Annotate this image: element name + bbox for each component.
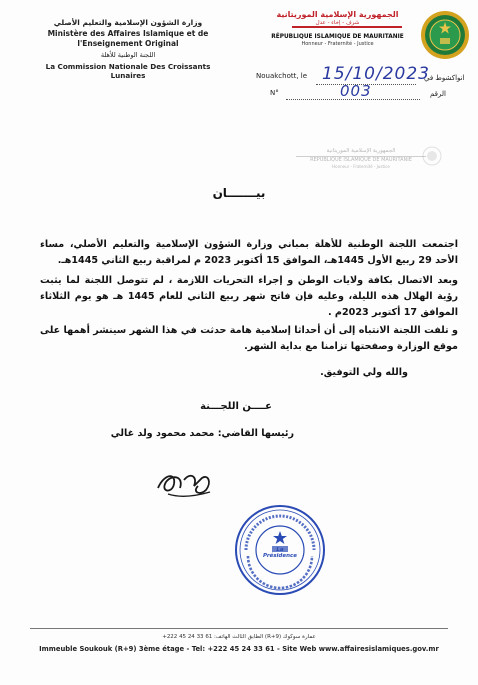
- document-title: بيـــــــان: [212, 186, 266, 200]
- republic-header: [260, 10, 415, 47]
- republic-name-ar: الجمهورية الإسلامية الموريتانية: [276, 10, 399, 19]
- header-divider: [292, 26, 402, 28]
- republic-motto-ar: شرف - إخاء - عدل: [315, 20, 360, 26]
- republic-motto-fr: Honneur - Fraternité - Justice: [301, 41, 374, 47]
- footer-address-ar: عمارة سوكوك (R+9) الطابق الثالث الهاتف: 61 33 24 45 222+: [162, 634, 316, 640]
- closing-formula: والله ولي التوفيق.: [320, 367, 408, 378]
- number-label-ar: الرقم: [430, 90, 446, 98]
- faint-line3: Honneur - Fraternité - Justice: [332, 164, 390, 169]
- body-paragraph-1: اجتمعت اللجنة الوطنية للأهلة بمباني وزارة الشؤون الإسلامية والتعليم الأصلي، مساء الأحد 29 ربيع الأول 1445هـ، الموافق 15 أكتوبر 2023 م لمراقبة ربيع الثاني 1445هـ.: [40, 239, 458, 266]
- faint-divider: [296, 156, 426, 157]
- stamp-center-label: La Présidence: [262, 547, 298, 559]
- footer-address-fr: Immeuble Soukouk (R+9) 3ème étage - Tel: +222 45 24 33 61 - Site Web www.affairesislamiques.gov.mr: [39, 645, 439, 653]
- faint-line2: REPUBLIQUE ISLAMIQUE DE MAURITANIE: [310, 157, 412, 163]
- national-seal-icon: [420, 10, 470, 60]
- body-paragraph-2: وبعد الاتصال بكافة ولايات الوطن و إجراء التحريات اللازمة ، لم تتوصل اللجنة لما يثبت رؤية الهلال هذه الليلة، وعليه فإن فاتح شهر ربيع الثاني للعام 1445 هـ هو يوم الثلاثاء الموافق 17 أكتوبر 2023م .: [40, 275, 458, 318]
- statement-body: [40, 237, 458, 355]
- faint-line1: الجمهورية الإسلامية الموريتانية: [326, 148, 396, 154]
- ministry-name-ar: وزارة الشؤون الإسلامية والتعليم الأصلي: [53, 18, 203, 27]
- number-value: 003: [340, 82, 372, 100]
- faint-republic-stamp: [296, 148, 426, 169]
- ministry-header: [28, 18, 228, 80]
- on-behalf-label: عــــن اللجـــنة: [200, 401, 272, 412]
- handwritten-signature-icon: [150, 462, 220, 502]
- footer-divider: [30, 628, 448, 629]
- date-label-fr: Nouakchott, le: [256, 72, 308, 80]
- commission-name-fr: La Commission Nationale Des Croissants Lunaires: [45, 62, 211, 80]
- commission-name-ar: اللجنة الوطنية للأهلة: [100, 51, 156, 59]
- faint-seal-icon: [422, 146, 442, 166]
- date-value: 15/10/2023: [322, 64, 430, 84]
- date-label-ar: انواكشوط في: [424, 74, 465, 82]
- president-name: رئيسها القاضي: محمد محمود ولد غالي: [110, 428, 294, 439]
- body-paragraph-3: و تلفت اللجنة الانتباه إلى أن أحداثا إسلامية هامة حدثت في هذا الشهر سينشر أهمها على موقع الوزارة وصفحتها تزامنا مع بداية الشهر.: [40, 325, 458, 352]
- number-label-fr: N°: [270, 89, 279, 97]
- republic-name-fr: RÉPUBLIQUE ISLAMIQUE DE MAURITANIE: [271, 34, 404, 40]
- ministry-name-fr: Ministère des Affaires Islamique et de l'Enseignement Original: [47, 29, 209, 48]
